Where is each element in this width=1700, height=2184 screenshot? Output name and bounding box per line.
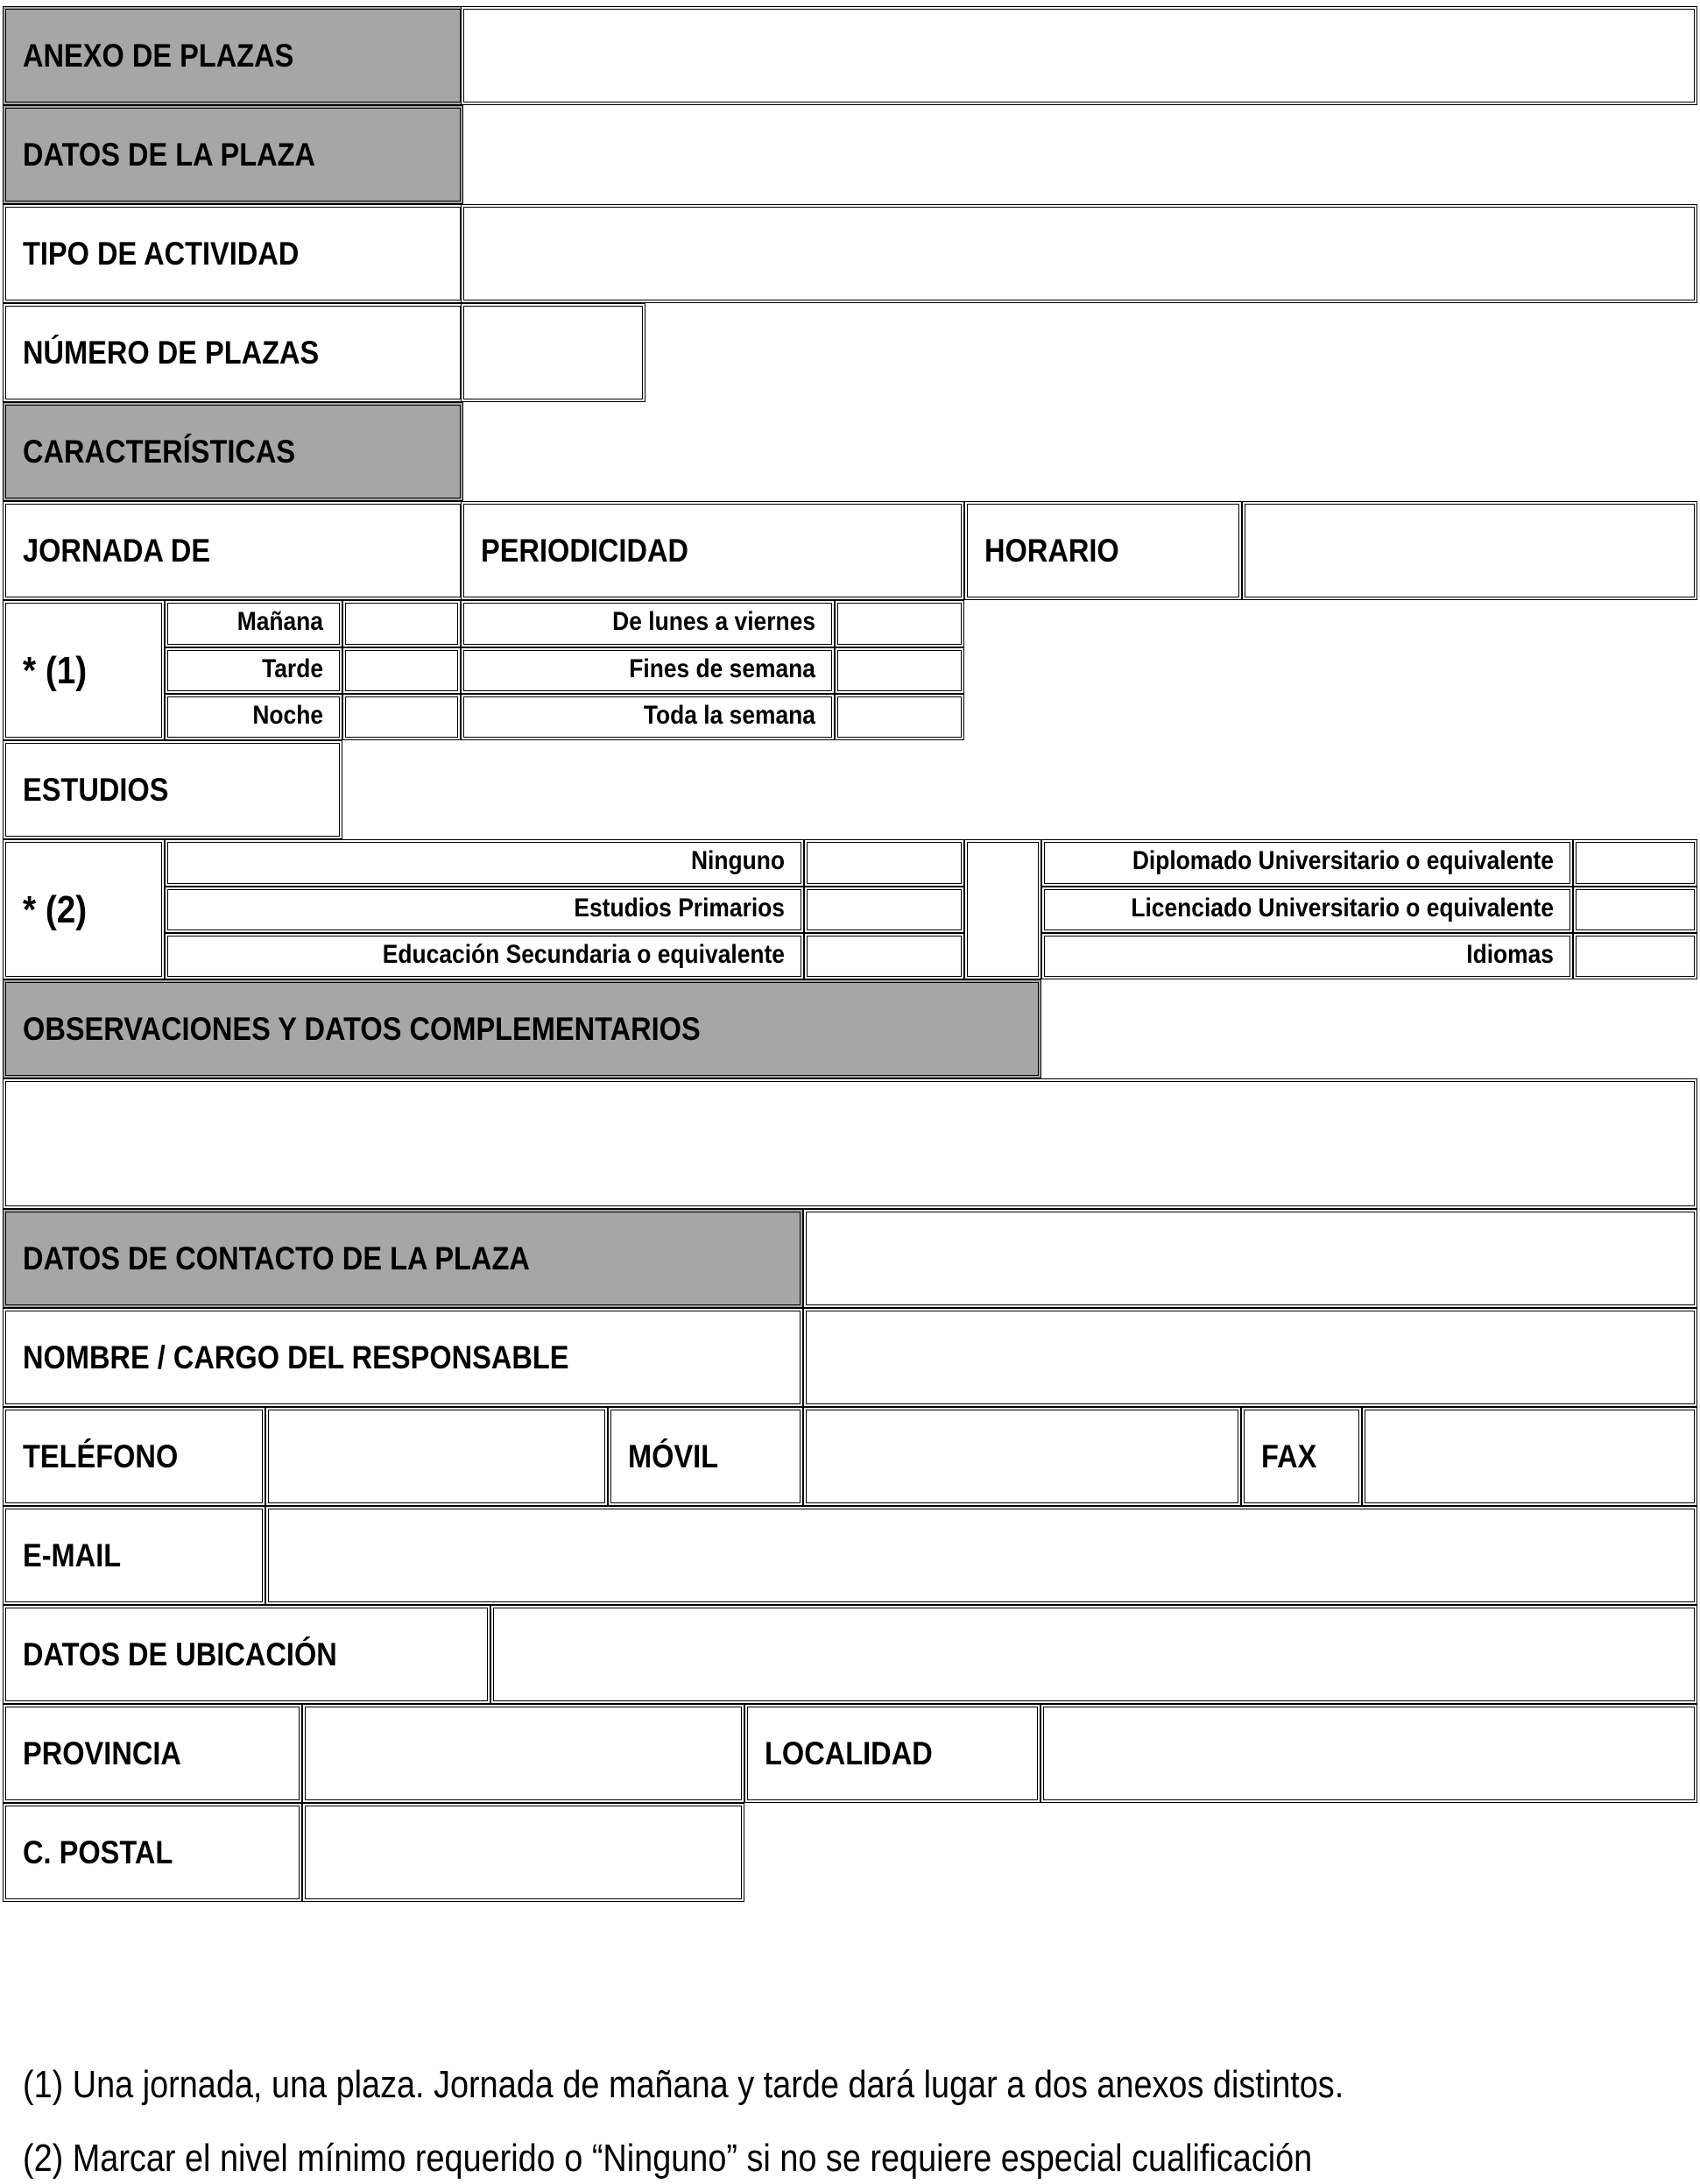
postal-field[interactable] [302,1803,744,1902]
ubicacion-label: DATOS DE UBICACIÓN [23,1636,337,1672]
estudios-label: ESTUDIOS [23,772,169,808]
telefono-label: TELÉFONO [23,1438,179,1474]
datos-plaza-title: DATOS DE LA PLAZA [23,137,316,173]
localidad-label: LOCALIDAD [765,1735,933,1771]
option-fines-semana-checkbox[interactable] [835,647,964,694]
numero-plazas-label: NÚMERO DE PLAZAS [23,335,320,371]
observaciones-title: OBSERVACIONES Y DATOS COMPLEMENTARIOS [23,1011,701,1047]
anexo-title: ANEXO DE PLAZAS [23,38,294,74]
caracteristicas-title: CARACTERÍSTICAS [23,434,296,470]
tipo-actividad-field[interactable] [461,204,1697,303]
option-toda-semana-checkbox[interactable] [835,694,964,740]
option-toda-semana-label: Toda la semana [643,701,815,730]
option-tarde-label: Tarde [262,654,323,683]
estudios-spacer-cell [964,839,1041,979]
footnote-2: (2) Marcar el nivel mínimo requerido o “Ninguno” si no se requiere especial cualificación [23,2137,1313,2180]
provincia-field[interactable] [302,1704,744,1803]
telefono-field[interactable] [265,1407,608,1506]
option-ninguno-label: Ninguno [690,846,785,875]
observaciones-textarea[interactable] [3,1078,1697,1209]
option-fines-semana-label: Fines de semana [629,654,815,683]
ubicacion-field[interactable] [490,1605,1697,1704]
movil-label: MÓVIL [628,1438,719,1474]
localidad-field[interactable] [1040,1704,1697,1803]
option-tarde-checkbox[interactable] [342,647,461,694]
option-lunes-viernes-label: De lunes a viernes [612,607,815,636]
option-diplomado-checkbox[interactable] [1573,839,1697,887]
option-manana-label: Mañana [236,607,323,636]
responsable-label: NOMBRE / CARGO DEL RESPONSABLE [23,1339,569,1375]
tipo-actividad-label: TIPO DE ACTIVIDAD [23,236,300,272]
option-primarios-checkbox[interactable] [804,887,964,933]
footnote-1: (1) Una jornada, una plaza. Jornada de mañana y tarde dará lugar a dos anexos distintos. [23,2063,1344,2106]
email-label: E-MAIL [23,1537,122,1573]
contacto-field[interactable] [803,1209,1697,1308]
option-manana-checkbox[interactable] [342,600,461,647]
option-secundaria-checkbox[interactable] [804,933,964,979]
option-primarios-label: Estudios Primarios [574,894,785,922]
horario-label: HORARIO [984,533,1119,569]
fax-label: FAX [1261,1438,1317,1474]
horario-field[interactable] [1242,501,1697,600]
contacto-title: DATOS DE CONTACTO DE LA PLAZA [23,1240,530,1276]
email-field[interactable] [265,1506,1697,1605]
jornada-marker: * (1) [23,649,88,692]
anexo-field[interactable] [461,6,1697,105]
option-lunes-viernes-checkbox[interactable] [835,600,964,647]
periodicidad-label: PERIODICIDAD [481,533,688,569]
option-secundaria-label: Educación Secundaria o equivalente [382,940,785,969]
option-idiomas-checkbox[interactable] [1573,933,1697,979]
option-diplomado-label: Diplomado Universitario o equivalente [1132,846,1554,875]
provincia-label: PROVINCIA [23,1735,181,1771]
option-licenciado-checkbox[interactable] [1573,887,1697,933]
option-licenciado-label: Licenciado Universitario o equivalente [1131,894,1554,922]
responsable-field[interactable] [803,1308,1697,1407]
jornada-label: JORNADA DE [23,533,211,569]
movil-field[interactable] [803,1407,1241,1506]
numero-plazas-field[interactable] [461,303,645,402]
postal-label: C. POSTAL [23,1834,173,1870]
option-noche-label: Noche [252,701,323,730]
estudios-marker: * (2) [23,888,88,931]
fax-field[interactable] [1362,1407,1697,1506]
option-idiomas-label: Idiomas [1466,940,1554,969]
option-ninguno-checkbox[interactable] [804,839,964,887]
option-noche-checkbox[interactable] [342,694,461,740]
